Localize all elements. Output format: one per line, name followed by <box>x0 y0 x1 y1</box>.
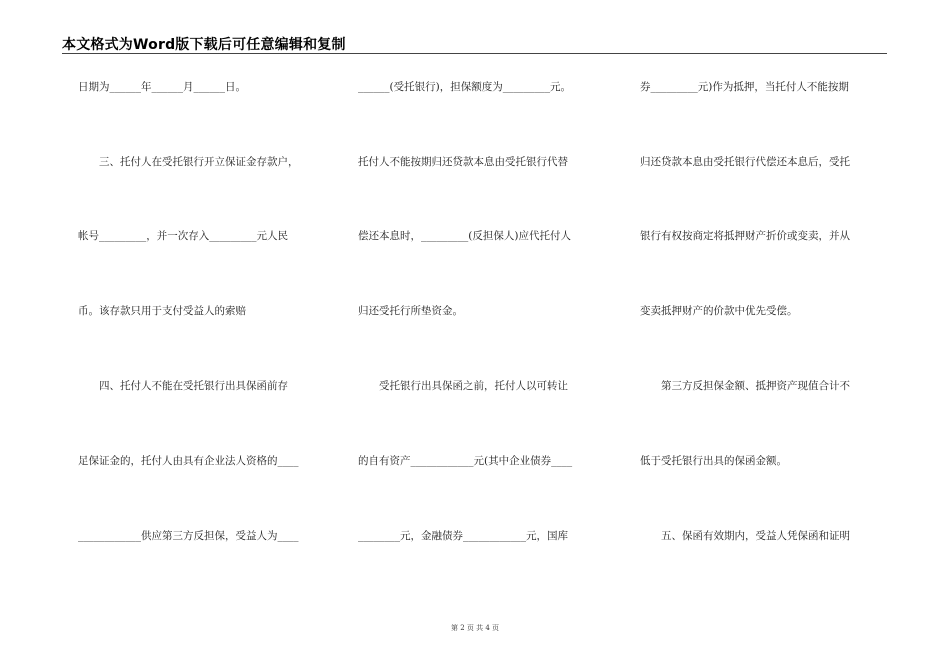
text-line: 偿还本息时，_________(反担保人)应代托付人 <box>358 230 571 242</box>
text-line: 帐号_________，并一次存入_________元人民 <box>78 230 288 242</box>
text-line: 变卖抵押财产的价款中优先受偿。 <box>640 305 798 317</box>
text-line: 日期为______年______月______日。 <box>78 81 246 93</box>
text-line: 归还贷款本息由受托银行代偿还本息后，受托 <box>640 156 850 168</box>
text-line: 低于受托银行出具的保函金额。 <box>640 455 787 467</box>
document-header-title: 本文格式为Word版下载后可任意编辑和复制 <box>62 37 346 53</box>
text-line: 银行有权按商定将抵押财产折价或变卖，并从 <box>640 230 850 242</box>
text-line: 五、保函有效期内，受益人凭保函和证明 <box>640 530 850 542</box>
text-column-2 <box>358 0 610 672</box>
text-line: 币。该存款只用于支付受益人的索赔 <box>78 305 246 317</box>
text-column-1 <box>78 0 330 672</box>
text-line: 券_________元)作为抵押，当托付人不能按期 <box>640 81 849 93</box>
text-line: 托付人不能按期归还贷款本息由受托银行代替 <box>358 156 568 168</box>
text-line: ________元，金融债券____________元，国库 <box>358 530 568 542</box>
text-line: 足保证金的，托付人由具有企业法人资格的____ <box>78 455 299 467</box>
page-number-footer: 第 2 页 共 4 页 <box>450 624 500 632</box>
text-line: 第三方反担保金额、抵押资产现值合计不 <box>640 380 850 392</box>
text-line: 的自有资产____________元(其中企业债券____ <box>358 455 573 467</box>
text-line: 四、托付人不能在受托银行出具保函前存 <box>78 380 288 392</box>
text-column-3 <box>640 0 892 672</box>
text-line: 三、托付人在受托银行开立保证金存款户， <box>78 156 299 168</box>
text-line: 受托银行出具保函之前，托付人以可转让 <box>358 380 568 392</box>
text-line: ______(受托银行)，担保额度为_________元。 <box>358 81 571 93</box>
text-line: 归还受托行所垫资金。 <box>358 305 463 317</box>
text-line: ____________供应第三方反担保，受益人为____ <box>78 530 299 542</box>
